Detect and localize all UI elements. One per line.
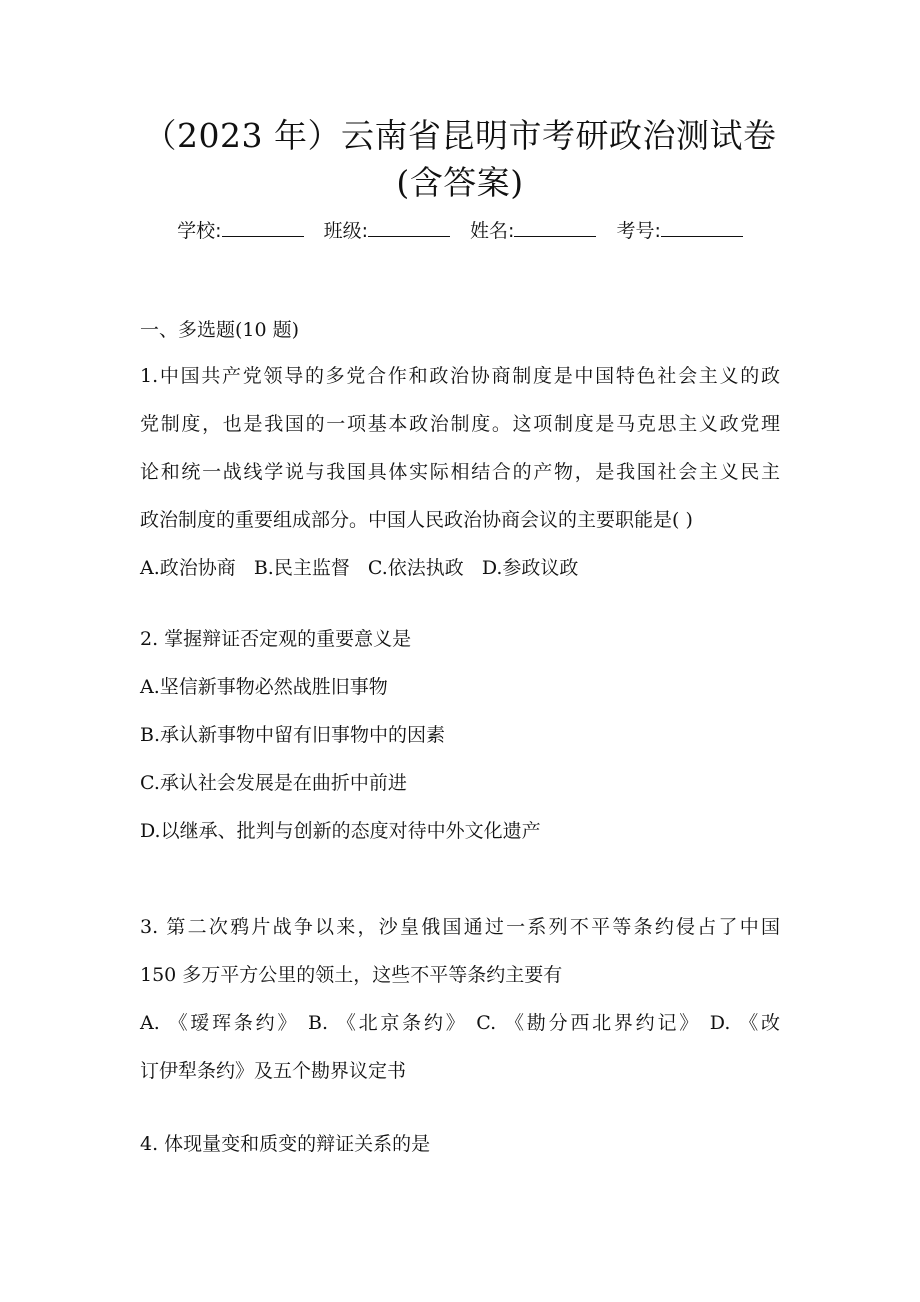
question-3-line-2: 150 多万平方公里的领土，这些不平等条约主要有	[140, 964, 563, 986]
question-1-line-1: 1.中国共产党领导的多党合作和政治协商制度是中国特色社会主义的政	[140, 365, 780, 387]
exam-no-blank	[661, 218, 743, 237]
exam-no-field	[616, 218, 742, 244]
question-2-option-c: C.承认社会发展是在曲折中前进	[140, 772, 407, 794]
name-field	[470, 218, 596, 244]
question-1-option-b: B.民主监督	[253, 557, 350, 579]
school-blank	[222, 218, 304, 237]
question-1-option-c: C.依法执政	[367, 557, 464, 579]
name-label: 姓名:	[470, 220, 515, 242]
question-1-option-a: A.政治协商	[140, 557, 236, 579]
school-field	[177, 218, 303, 244]
question-2-stem: 2. 掌握辩证否定观的重要意义是	[140, 628, 412, 650]
question-1-line-2: 党制度，也是我国的一项基本政治制度。这项制度是马克思主义政党理	[140, 413, 780, 435]
question-1-line-4: 政治制度的重要组成部分。中国人民政治协商会议的主要职能是( )	[140, 509, 693, 531]
question-1-line-3: 论和统一战线学说与我国具体实际相结合的产物，是我国社会主义民主	[140, 461, 780, 483]
class-label: 班级:	[323, 220, 368, 242]
question-3-line-1: 3. 第二次鸦片战争以来，沙皇俄国通过一系列不平等条约侵占了中国	[140, 916, 780, 938]
section-heading: 一、多选题(10 题)	[140, 319, 300, 341]
class-blank	[368, 218, 450, 237]
student-info-line	[0, 218, 920, 244]
question-4-stem: 4. 体现量变和质变的辩证关系的是	[140, 1133, 431, 1155]
question-2-option-d: D.以继承、批判与创新的态度对待中外文化遗产	[140, 820, 541, 842]
question-2-option-b: B.承认新事物中留有旧事物中的因素	[140, 724, 446, 746]
school-label: 学校:	[177, 220, 222, 242]
name-blank	[514, 218, 596, 237]
exam-no-label: 考号:	[616, 220, 661, 242]
question-2-option-a: A.坚信新事物必然战胜旧事物	[140, 676, 388, 698]
question-1-options	[140, 555, 590, 581]
question-3-line-4: 订伊犁条约》及五个勘界议定书	[140, 1060, 407, 1082]
page-title: （2023 年）云南省昆明市考研政治测试卷	[143, 116, 777, 155]
question-3-line-3: A. 《瑷珲条约》 B. 《北京条约》 C. 《勘分西北界约记》 D. 《改	[140, 1012, 780, 1034]
class-field	[324, 218, 450, 244]
question-1-option-d: D.参政议政	[481, 557, 579, 579]
page-subtitle: (含答案)	[396, 163, 524, 202]
